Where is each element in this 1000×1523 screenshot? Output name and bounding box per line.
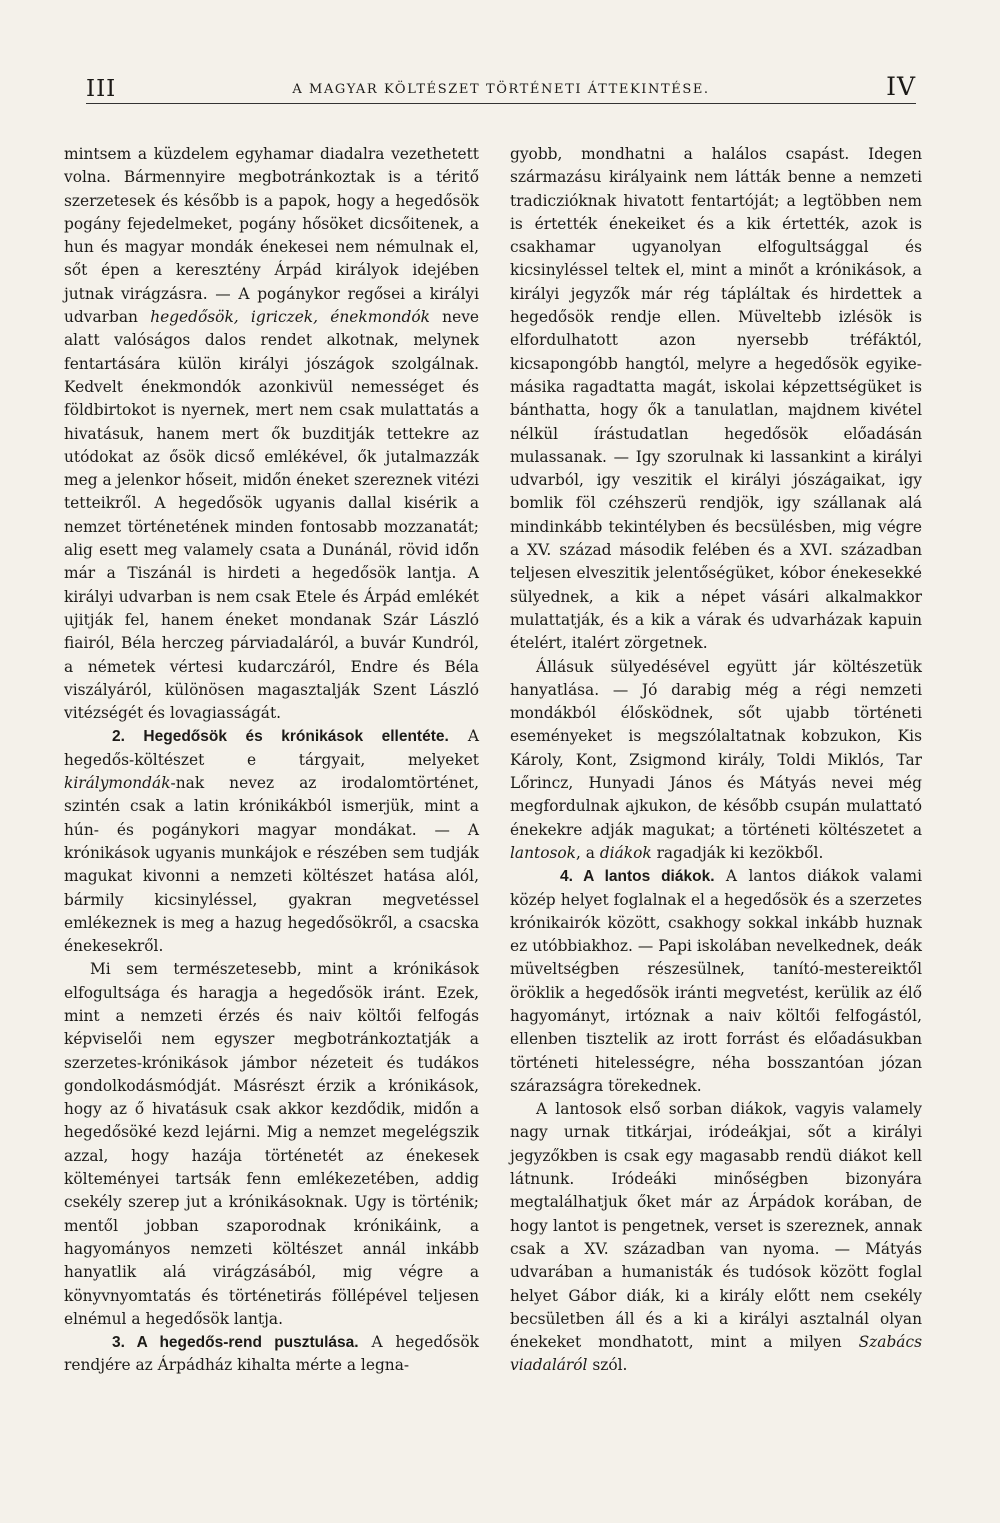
right-page-number: IV [886, 72, 916, 101]
section-3: 3. A hegedős-rend pusztulása. A hegedősök rendjére az Árpádház kihalta mérte a legna- [64, 1333, 479, 1375]
italic-term: diákok [599, 843, 652, 862]
right-column [510, 143, 922, 1378]
paragraph: gyobb, mondhatni a halálos csapást. Idegen származásu királyaink nem látták benne a nemzeti tradiczióknak hivatott fentartóját; a legtöbben nem is értették énekeiket és a kik értették, azok is csakhamar ugyanolyan elfogultsággal és kicsinyléssel teltek el, mint a minőt a krónikások, a királyi jegyzők már rég tápláltak és hirdettek a hegedősök rendje ellen. Müveltebb izlésök is elfordulhatott azon nyersebb tréfáktól, kicsapongóbb hangtól, melyre a hegedősök egyike-másika ragadtatta magát, iskolai képzettségüket is bánthatta, hogy ők a tanulatlan, majdnem kivétel nélkül írástudatlan hegedősök előadásán mulassanak. — Igy szorulnak ki lassankint a királyi udvarból, igy veszitik el királyi jószágaikat, igy bomlik föl czéhszerü rendjök, igy szállanak alá mindinkább tekintélyben és becsülésben, mig végre a XV. század második felében és a XVI. században teljesen elveszitik jelentőségüket, kóbor énekesekké sülyednek, a kik a népet vásári alkalmakkor mulattatják, és a kik a várak és udvarházak kapuin ételért, italért zörgetnek. [510, 145, 922, 653]
header-rule [86, 103, 916, 104]
left-column [64, 143, 479, 1378]
section-heading: 4. A lantos diákok. [560, 868, 715, 886]
italic-term: lantosok [510, 843, 576, 862]
running-title: A MAGYAR KÖLTÉSZET TÖRTÉNETI ÁTTEKINTÉSE. [292, 82, 710, 97]
italic-term: hegedősök, igriczek, énekmondók [150, 308, 430, 327]
page-header [86, 70, 916, 104]
paragraph: Állásuk sülyedésével együtt jár költészetük hanyatlása. — Jó darabig még a régi nemzeti mondákból élősködnek, sőt ujabb történeti eseményeket is megszólaltatnak kobzukon, Kis Károly, Kont, Zsigmond király, Toldi Miklós, Tar Lőrincz, Hunyadi János és Mátyás nevei még megfordulnak ajkukon, de később csupán mulattató énekekre adják magukat; a történeti költészetet a lantosok, a diákok ragadják ki kezökből. [510, 657, 922, 862]
section-heading: 3. A hegedős-rend pusztulása. [112, 1334, 359, 1352]
section-2: 2. Hegedősök és krónikások ellentéte. A hegedős-költészet e tárgyait, melyeket királymondák-nak nevez az irodalomtörténet, szintén csak a latin krónikákból ismerjük, mint a hún- és pogánykori magyar mondákat. — A krónikások ugyanis munkájok e részében sem tudják magukat kivonni a nemzeti költészet hatása alól, bármily kicsinyléssel, gyakran megvetéssel emlékeznek is meg a hazug hegedősökről, a csacska énekesekről. [64, 727, 479, 956]
section-heading: 2. Hegedősök és krónikások ellentéte. [112, 728, 449, 746]
paragraph: mintsem a küzdelem egyhamar diadalra vezethetett volna. Bármennyire megbotránkoztak is a téritő szerzetesek és később is a papok, hogy a hegedősök pogány fejedelmeket, pogány hősöket dicsőitenek, a hun és magyar mondák énekesei nem némulnak el, sőt épen a keresztény Árpád királyok idejében jutnak virágzásra. — A pogánykor regősei a királyi udvarban hegedősök, igriczek, énekmondók neve alatt valóságos dalos rendet alkotnak, melynek fentartására külön királyi jószágok szolgálnak. Kedvelt énekmondók azonkivül nemességet és földbirtokot is nyernek, mert nem csak mulattatás a hivatásuk, hanem mert ők buzditják tettekre az utódokat az ősök dicső emlékével, ők jutalmazzák meg a jelenkor hőseit, midőn éneket szereznek vitézi tetteikről. A hegedősök ugyanis dallal kisérik a nemzet történetének minden fontosabb mozzanatát; alig esett meg valamely csata a Dunánál, rövid idő̋n már a Tiszánál is hirdeti a hegedősök lantja. A királyi udvarban is nem csak Etele és Árpád emlékét ujitják fel, hanem éneket mondanak Szár László fiairól, Béla herczeg párviadaláról, a buvár Kundról, a németek vértesi kudarczáról, Endre és Béla viszályáról, különösen magasztalják Szent László vitézségét és lovagiasságát. [64, 145, 480, 723]
section-4: 4. A lantos diákok. A lantos diákok valami közép helyet foglalnak el a hegedősök és a szerzetes krónikairók között, csakhogy sokkal inkább huznak ez utóbbiakhoz. — Papi iskolában nevelkednek, deák müveltségben részesülnek, tanító-mestereiktől öröklik a hegedősök iránti megvetést, kerülik az élő hagyományt, irtóznak a naiv költői felfogástól, ellenben tisztelik az irott forrást és előadásukban történeti hitelességre, néha bosszantóan józan szárazságra törekednek. [510, 867, 922, 1095]
paragraph: A lantosok első sorban diákok, vagyis valamely nagy urnak titkárjai, iródeákjai, sőt a királyi jegyzőkben is csak egy magasabb rendü diákot kell látnunk. Iródeáki minőségben bizonyára megtalálhatjuk őket már az Árpádok korában, de hogy lantot is pengetnek, verset is szereznek, annak csak a XV. században van nyoma. — Mátyás udvarában a humanisták és tudósok között foglal helyet Gábor diák, ki a király előtt nem csekély becsületben áll és a ki a királyi asztalnál olyan énekeket mondhatott, mint a milyen Szabács viadaláról szól. [510, 1100, 922, 1375]
italic-term: Szabács viadaláról [510, 1333, 922, 1375]
italic-term: királymondák [64, 774, 171, 793]
paragraph: Mi sem természetesebb, mint a krónikások elfogultsága és haragja a hegedősök iránt. Ezek, mint a nemzeti érzés és naiv költői felfogás képviselői nem egyszer megbotránkoztatják a szerzetes-krónikások jámbor nézeteit és tudákos gondolkodásmódját. Másrészt érzik a krónikások, hogy az ő hivatásuk csak akkor kezdődik, midőn a hegedősöké kezd lejárni. Mig a nemzet megelégszik azzal, hogy hazája történetét az énekesek költeményei tartsák fenn emlékezetében, addig csekély szerep jut a krónikásoknak. Ugy is történik; mentől jobban szaporodnak krónikáink, a hagyományos nemzeti költészet annál inkább hanyatlik alá virágzásából, mig végre a könyvnyomtatás és történetirás föllépével teljesen elnémul a hegedősök lantja. [64, 960, 479, 1328]
left-page-number: III [86, 76, 117, 102]
